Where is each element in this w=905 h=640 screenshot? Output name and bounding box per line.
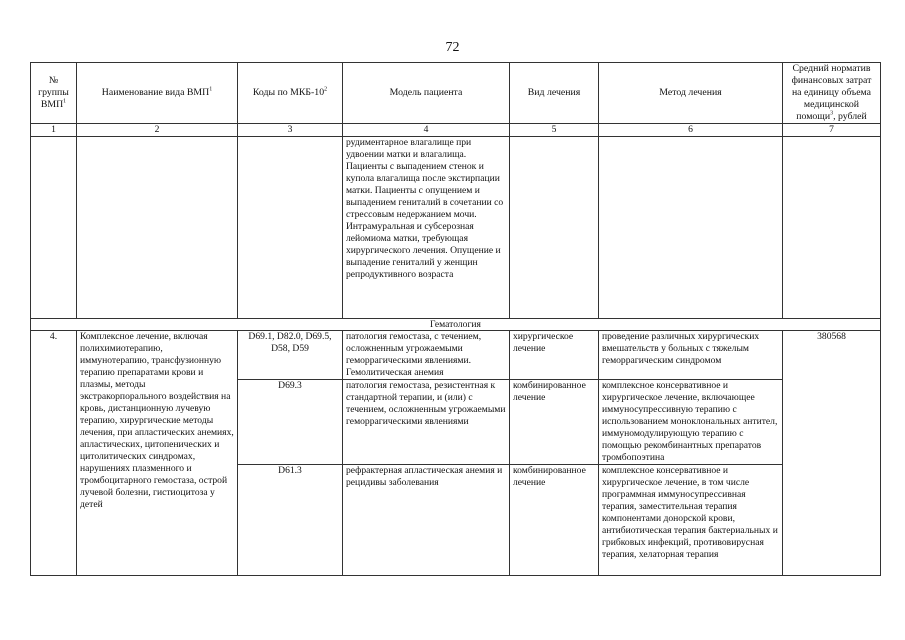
treatment-type: хирургическое лечение <box>510 331 599 380</box>
table-row <box>31 331 881 380</box>
cell-empty <box>238 137 343 319</box>
column-number: 7 <box>783 124 881 137</box>
section-title: Гематология <box>31 319 881 331</box>
group-number: 4. <box>31 331 77 576</box>
cell-empty <box>599 137 783 319</box>
mkb-codes: D69.1, D82.0, D69.5, D58, D59 <box>238 331 343 380</box>
section-row <box>31 319 881 331</box>
treatment-type: комбинированное лечение <box>510 380 599 465</box>
cell-empty <box>783 137 881 319</box>
cost-value: 380568 <box>783 331 881 576</box>
cell-empty <box>510 137 599 319</box>
cell-empty <box>31 137 77 319</box>
header-cost: Средний норматив финансовых затрат на единицу объема медицинской помощи$^3$, рублей <box>783 63 881 124</box>
patient-model: патология гемостаза, с течением, осложненным угрожаемыми геморрагическими явлениями. Гемолитическая анемия <box>343 331 510 380</box>
header-vmp-name: Наименование вида ВМП$^1$ <box>77 63 238 124</box>
treatment-method: комплексное консервативное и хирургическое лечение, включающее иммуносупрессивную терапию с использованием моноклональных антител, иммуномодулирующую терапию с помощью рекомбинантных препаратов тромбопоэтина <box>599 380 783 465</box>
column-number: 3 <box>238 124 343 137</box>
column-numbers-row <box>31 124 881 137</box>
vmp-name: Комплексное лечение, включая полихимиотерапию, иммунотерапию, трансфузионную терапию препаратами крови и плазмы, методы экстракорпорального воздействия на кровь, дистанционную лучевую терапию, хирургические методы лечения, при апластических анемиях, апластических, цитопенических и цитолитических синдромах, нарушениях плазменного и тромбоцитарного гемостаза, острой лучевой болезни, гистиоцитоза у детей <box>77 331 238 576</box>
mkb-codes: D61.3 <box>238 465 343 576</box>
header-patient-model: Модель пациента <box>343 63 510 124</box>
header-group-number: № группы ВМП$^1$ <box>31 63 77 124</box>
header-treatment-type: Вид лечения <box>510 63 599 124</box>
cell-empty <box>77 137 238 319</box>
patient-model: патология гемостаза, резистентная к стандартной терапии, и (или) с течением, осложненным угрожаемыми геморрагическими явлениями <box>343 380 510 465</box>
continuation-patient-model: рудиментарное влагалище при удвоении матки и влагалища. Пациенты с выпадением стенок и купола влагалища после экстирпации матки. Пациенты с опущением и выпадением гениталий в сочетании со стрессовым недержанием мочи. Интрамуральная и субсерозная лейомиома матки, требующая хирургического лечения. Опущение и выпадение гениталий у женщин репродуктивного возраста <box>343 137 510 319</box>
header-row <box>31 63 881 124</box>
column-number: 4 <box>343 124 510 137</box>
continuation-row <box>31 137 881 319</box>
treatment-method: проведение различных хирургических вмешательств у больных с тяжелым геморрагическим синдромом <box>599 331 783 380</box>
column-number: 1 <box>31 124 77 137</box>
header-treatment-method: Метод лечения <box>599 63 783 124</box>
header-mkb-codes: Коды по МКБ-$10^2$ <box>238 63 343 124</box>
mkb-codes: D69.3 <box>238 380 343 465</box>
page-number: 72 <box>445 40 460 55</box>
column-number: 5 <box>510 124 599 137</box>
column-number: 2 <box>77 124 238 137</box>
patient-model: рефрактерная апластическая анемия и рецидивы заболевания <box>343 465 510 576</box>
column-number: 6 <box>599 124 783 137</box>
treatment-method: комплексное консервативное и хирургическое лечение, в том числе программная иммуносупрессивная терапия, заместительная терапия компонентами донорской крови, антибиотическая терапия бактериальных и грибковых инфекций, противовирусная терапия, хелаторная терапия <box>599 465 783 576</box>
treatment-type: комбинированное лечение <box>510 465 599 576</box>
vmp-table <box>30 62 881 576</box>
